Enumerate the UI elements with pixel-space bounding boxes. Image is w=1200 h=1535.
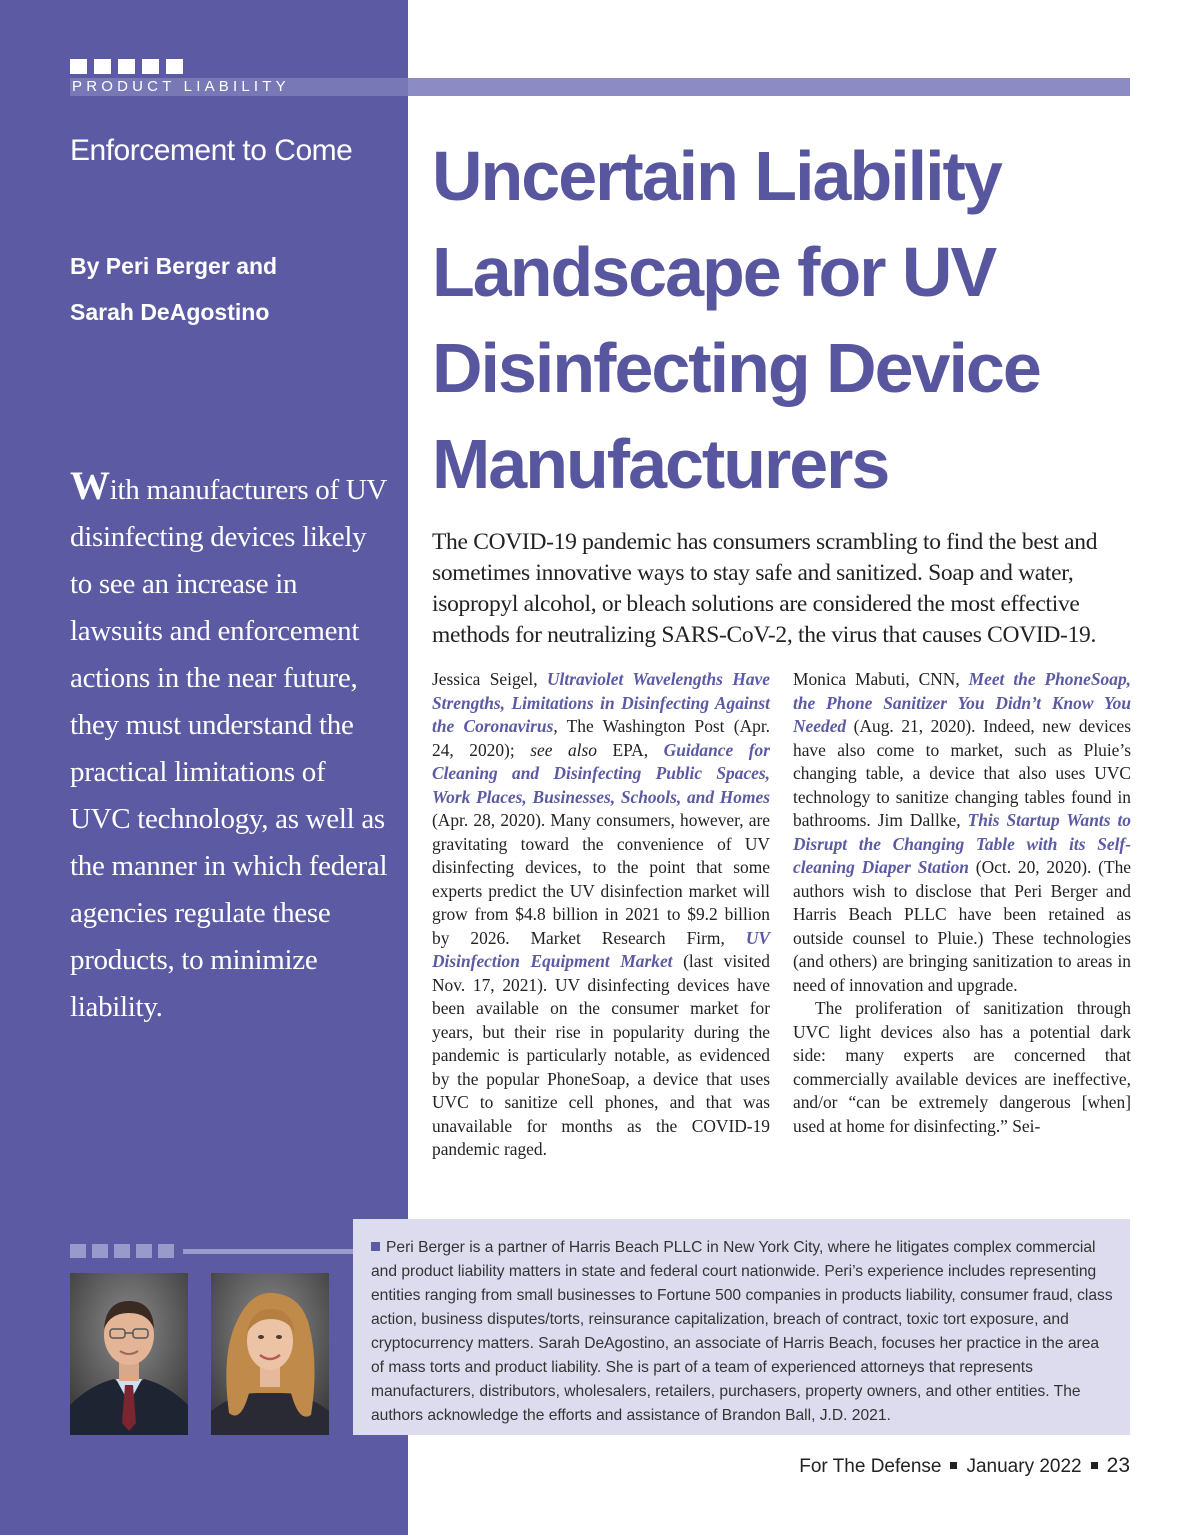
body-text: (last visited Nov. 17, 2021). UV disinfecting devices have been available on the consumer market for years, but their rise in popularity during the pandemic is particularly notable, as evidenced by the popular PhoneSoap, a device that uses UVC to sanitize cell phones, and that was unavailable for months as the COVID-19 pandemic raged. <box>432 951 770 1159</box>
body-text: (Oct. 20, 2020). (The authors wish to disclose that Peri Berger and Harris Beach PLLC have been retained as outside counsel to Pluie.) These technologies (and others) are bringing sanitization to areas in need of innovation and upgrade. <box>793 857 1131 995</box>
body-text: Monica Mabuti, CNN, <box>793 669 969 689</box>
author-photo-peri-berger <box>70 1273 188 1435</box>
author-photo-sarah-deagostino <box>211 1273 329 1435</box>
bio-rule <box>183 1249 353 1254</box>
bullet-square-icon <box>371 1242 380 1251</box>
body-text: (Aug. 21, 2020). Indeed, new devices have also come to market, such as Pluie’s changing table, a device that also uses UVC technology to sanitize changing tables found in bathrooms. Jim Dallke, <box>793 716 1131 830</box>
article-title: Uncertain Liability Landscape for UV Disinfecting Device Manufacturers <box>432 137 1040 503</box>
citation-link: This Startup Wants to Disrupt the Changing Table with its Self-cleaning Diaper Station <box>793 810 1131 877</box>
publication-name: For The Defense <box>799 1456 942 1477</box>
body-text: , The Washington Post (Apr. 24, 2020); <box>432 716 770 760</box>
citation-link: UV Disinfection Equipment Market <box>432 927 770 971</box>
body-paragraph-2: The proliferation of sanitization through UVC light devices also has a potential dark side: many experts are concerned that commercially available devices are ineffective, and/or “can be extremely dangerous [when] used at home for disinfecting.” Sei- <box>793 998 1131 1136</box>
author-bio-text: Peri Berger is a partner of Harris Beach PLLC in New York City, where he litigates complex commercial and product liability matters in state and federal court nationwide. Peri’s experience includes representing entities ranging from small businesses to Fortune 500 companies in products liability, consumer fraud, class action, business disputes/torts, reinsurance capitalization, breach of contract, toxic tort exposure, and cryptocurrency matters. Sarah DeAgostino, an associate of Harris Beach, focuses her practice in the area of mass torts and product liability. She is part of a team of experienced attorneys that represents manufacturers, distributors, wholesalers, retailers, purchasers, property owners, and other entities. The authors acknowledge the efforts and assistance of Brandon Ball, J.D. 2021. <box>371 1239 1113 1424</box>
separator-square-icon <box>950 1462 957 1469</box>
citation-link: Guidance for Cleaning and Disinfecting Public Spaces, Work Places, Businesses, Schools, and Homes <box>432 739 770 807</box>
body-text: (Apr. 28, 2020). Many consumers, however, are gravitating toward the convenience of UV disinfecting devices, to the point that some experts predict the UV disinfection market will grow from $4.8 billion in 2021 to $9.2 billion by 2026. Market Research Firm, <box>432 810 770 948</box>
body-text: Jessica Seigel, <box>432 669 547 689</box>
section-squares-decoration <box>70 59 183 74</box>
page-footer <box>799 1454 1130 1478</box>
issue-date: January 2022 <box>966 1456 1082 1477</box>
page-number: 23 <box>1106 1454 1130 1477</box>
signal-text: see also <box>530 739 597 760</box>
byline-line-2: Sarah DeAgostino <box>70 299 270 325</box>
separator-square-icon <box>1091 1462 1098 1469</box>
citation-link: Meet the PhoneSoap, the Phone Sanitizer You Didn’t Know You Needed <box>793 669 1131 736</box>
body-column-1 <box>432 668 770 1162</box>
citation-link: Ultraviolet Wavelengths Have Strengths, Limitations in Disinfecting Against the Coronavirus <box>432 669 770 736</box>
section-label: PRODUCT LIABILITY <box>72 78 290 95</box>
kicker-heading: Enforcement to Come <box>70 134 353 167</box>
bio-squares-decoration <box>70 1244 174 1258</box>
drop-cap: W <box>70 463 110 508</box>
body-column-2 <box>793 668 1131 1138</box>
byline <box>70 243 277 335</box>
lead-paragraph: The COVID-19 pandemic has consumers scrambling to find the best and sometimes innovative ways to stay safe and sanitized. Soap and water, isopropyl alcohol, or bleach solutions are considered the most effective methods for neutralizing SARS-CoV-2, the virus that causes COVID-19. <box>432 529 1098 648</box>
author-bio <box>371 1236 1116 1428</box>
byline-line-1: By Peri Berger and <box>70 253 278 279</box>
body-text: EPA, <box>596 739 664 760</box>
pull-quote-text: ith manufacturers of UV disinfecting devices likely to see an increase in lawsuits and enforcement actions in the near future, they must understand the practical limitations of UVC technology, as well as the manner in which federal agencies regulate these products, to minimize liability. <box>70 474 388 1023</box>
pull-quote <box>70 462 390 1031</box>
